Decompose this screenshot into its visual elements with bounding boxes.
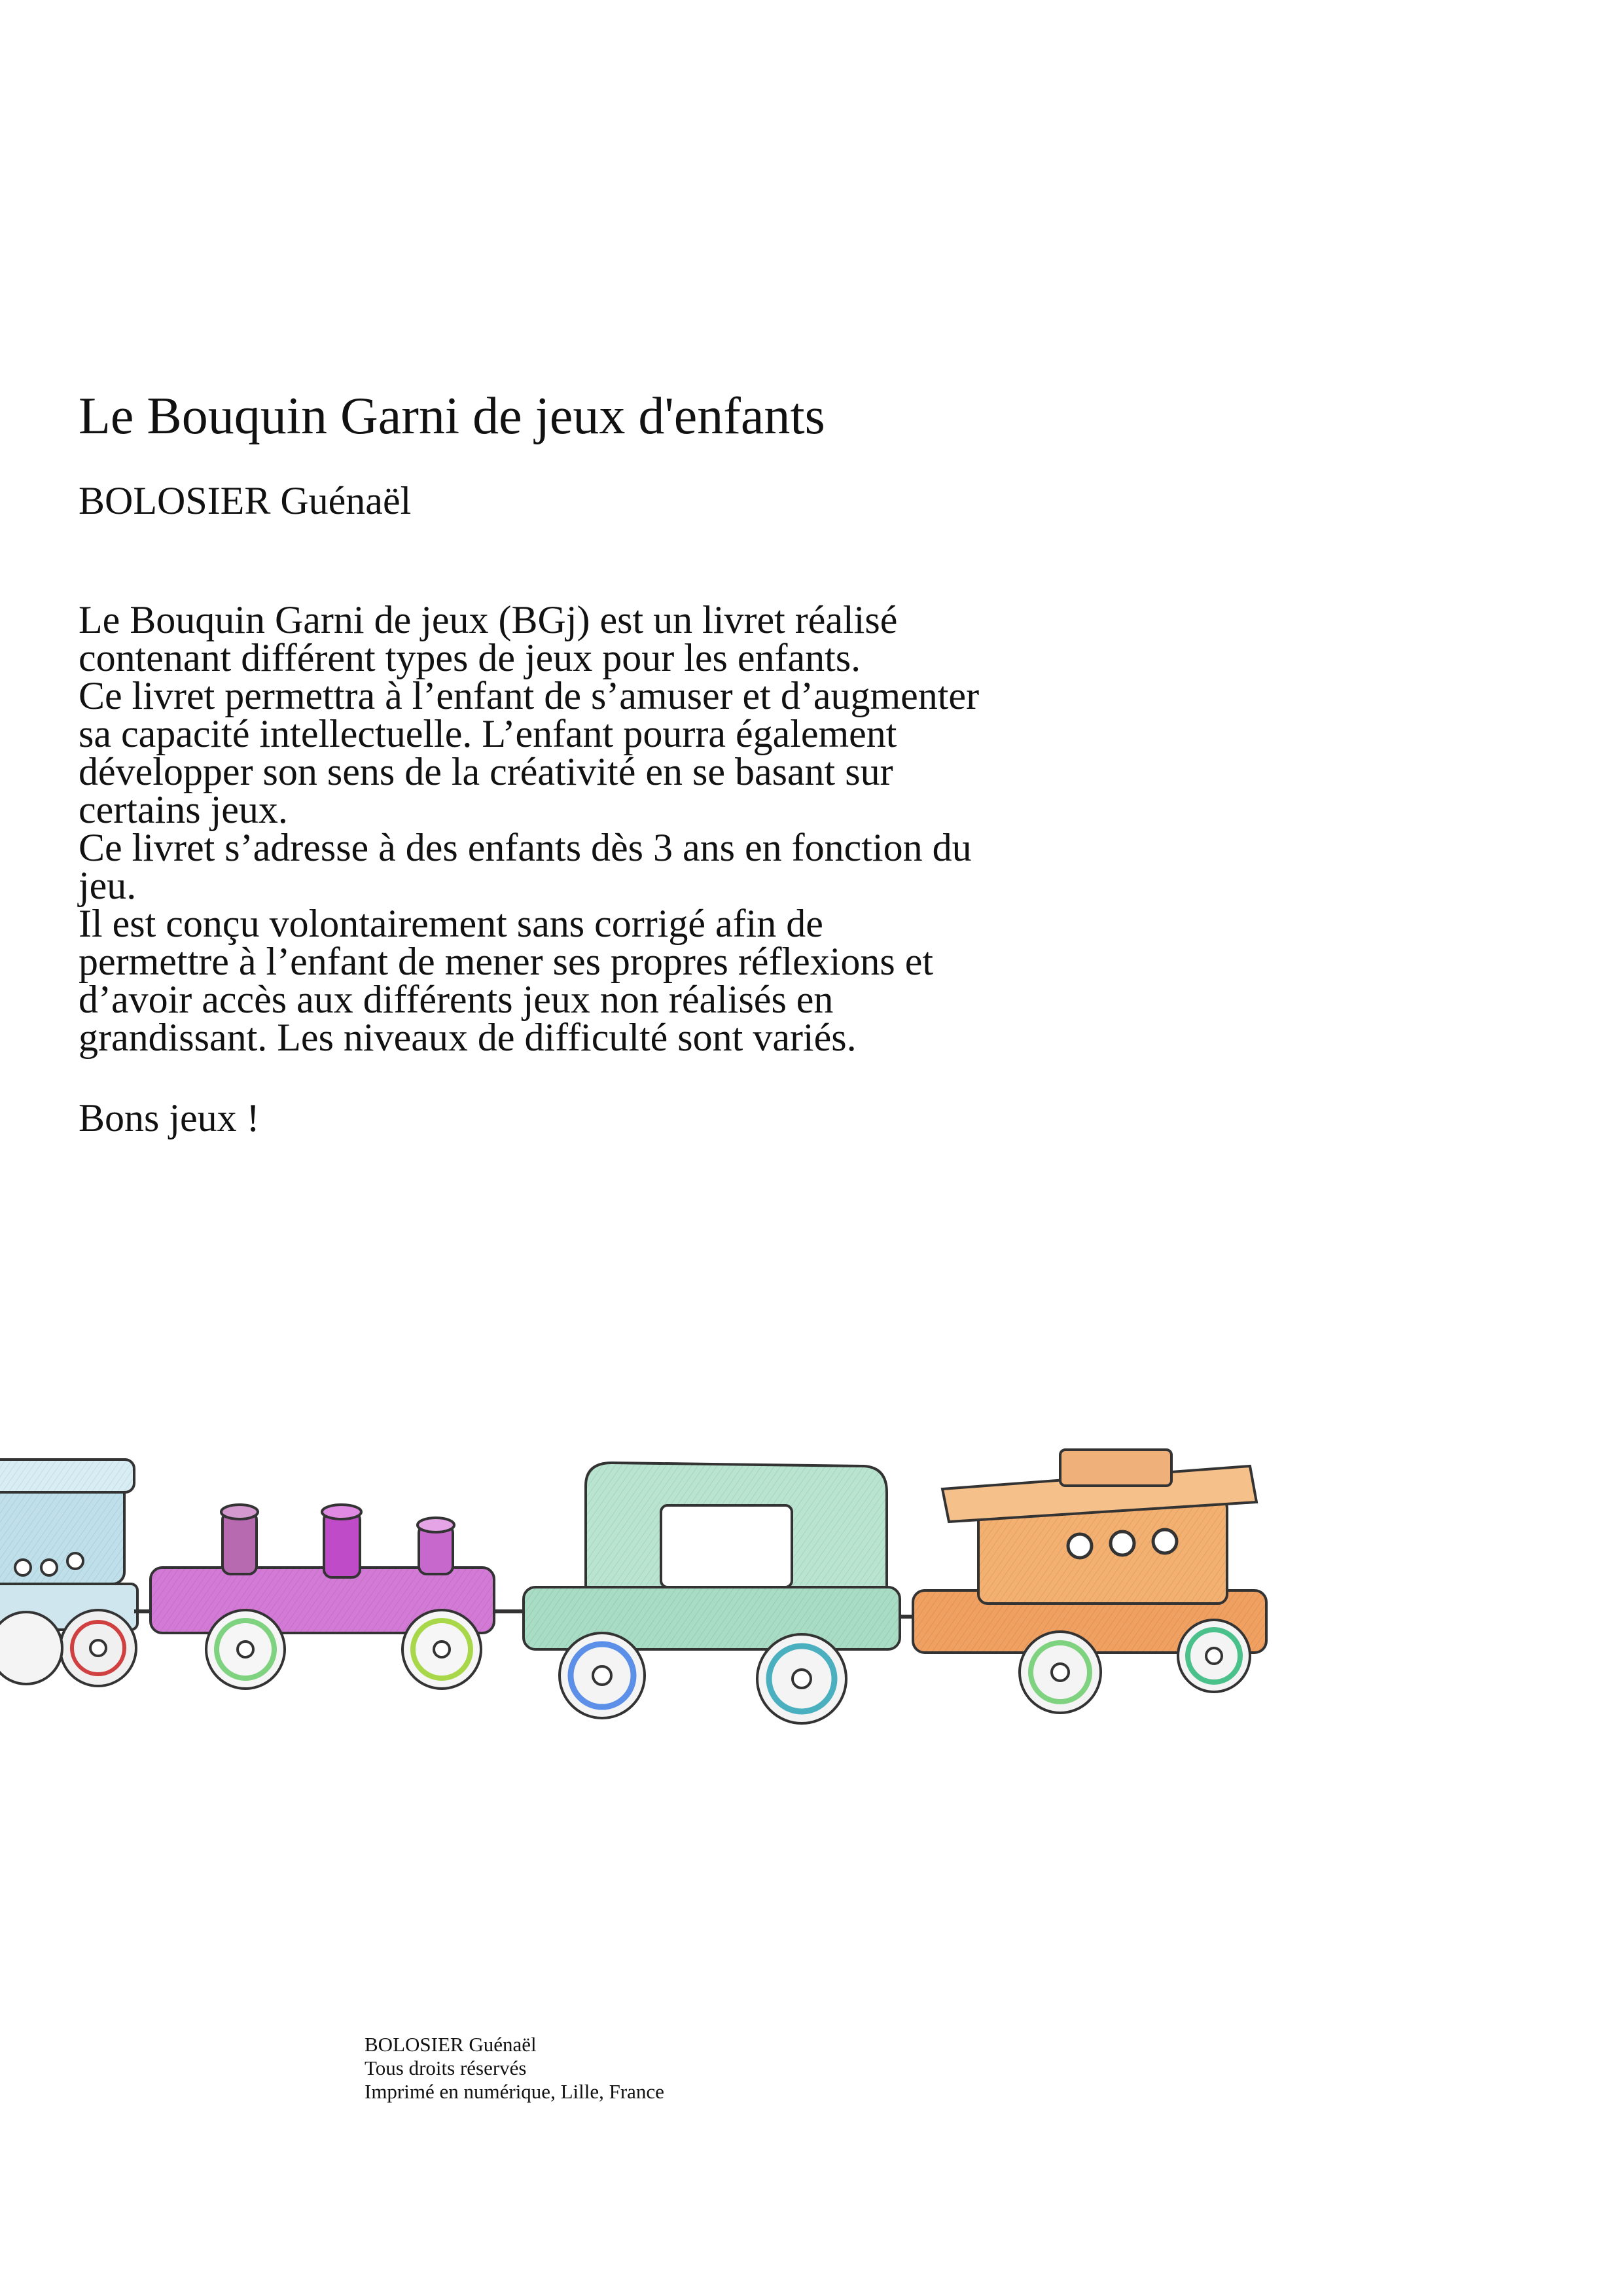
description-line: sa capacité intellectuelle. L’enfant pourra également (79, 712, 897, 755)
description-line: certains jeux. (79, 788, 288, 831)
description-line: jeu. (79, 864, 137, 907)
imprint-author: BOLOSIER Guénaël (365, 2033, 537, 2056)
description-line: Il est conçu volontairement sans corrigé afin de (79, 902, 823, 945)
toy-train-illustration (0, 1440, 1283, 1820)
description-line: permettre à l’enfant de mener ses propres réflexions et (79, 940, 934, 983)
description-line: grandissant. Les niveaux de difficulté sont variés. (79, 1016, 857, 1059)
imprint-block (365, 2033, 664, 2104)
description-line: Ce livret s’adresse à des enfants dès 3 ans en fonction du (79, 826, 972, 869)
imprint-location: Imprimé en numérique, Lille, France (365, 2080, 664, 2103)
description-line: Ce livret permettra à l’enfant de s’amuser et d’augmenter (79, 674, 980, 717)
description-line: Le Bouquin Garni de jeux (BGj) est un livret réalisé (79, 598, 898, 641)
blue-train-car (0, 1460, 137, 1686)
book-description (79, 598, 1322, 1059)
orange-train-car (913, 1450, 1266, 1713)
purple-train-car (151, 1505, 494, 1689)
description-line: contenant différent types de jeux pour les enfants. (79, 636, 861, 679)
description-line: d’avoir accès aux différents jeux non réalisés en (79, 978, 834, 1021)
description-line: développer son sens de la créativité en se basant sur (79, 750, 893, 793)
book-author: BOLOSIER Guénaël (79, 479, 412, 522)
imprint-rights: Tous droits réservés (365, 2056, 527, 2079)
closing-text: Bons jeux ! (79, 1096, 260, 1139)
book-title: Le Bouquin Garni de jeux d'enfants (79, 387, 825, 445)
green-train-car (524, 1463, 900, 1723)
